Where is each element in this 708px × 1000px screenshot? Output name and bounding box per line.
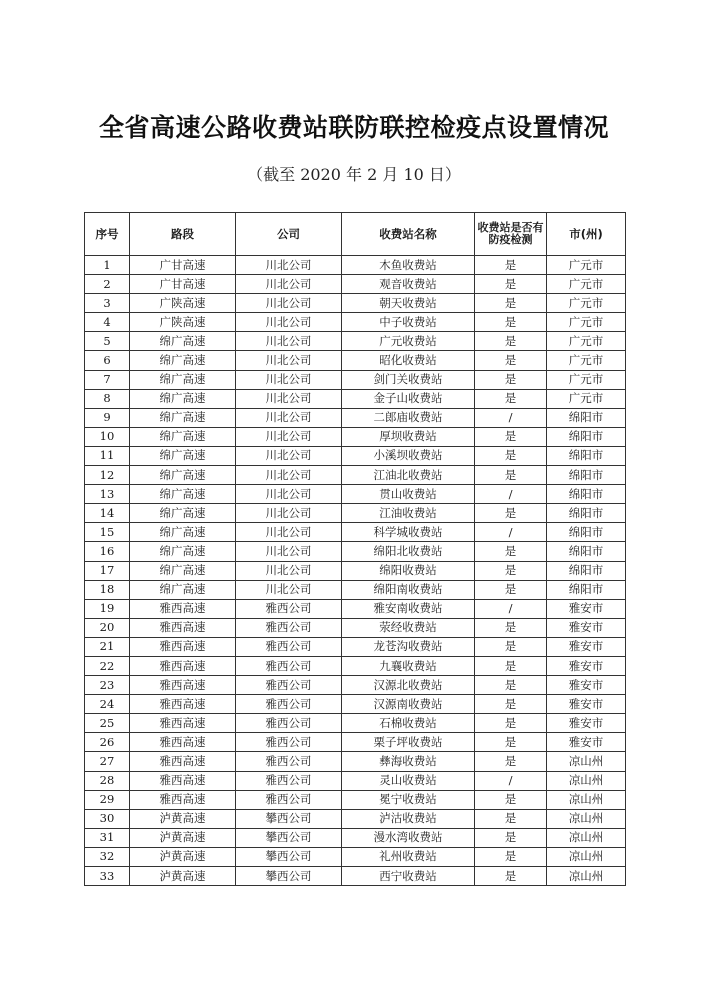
cell-checkpoint: 是 bbox=[475, 504, 547, 523]
cell-company: 川北公司 bbox=[236, 256, 342, 275]
cell-road: 绵广高速 bbox=[130, 580, 236, 599]
cell-road: 绵广高速 bbox=[130, 332, 236, 351]
table-row bbox=[85, 427, 626, 446]
cell-index: 25 bbox=[85, 714, 130, 733]
cell-company: 川北公司 bbox=[236, 580, 342, 599]
cell-checkpoint: 是 bbox=[475, 561, 547, 580]
cell-company: 攀西公司 bbox=[236, 809, 342, 828]
cell-index: 1 bbox=[85, 256, 130, 275]
cell-city: 绵阳市 bbox=[547, 485, 626, 504]
cell-city: 凉山州 bbox=[547, 771, 626, 790]
cell-index: 31 bbox=[85, 828, 130, 847]
header-station: 收费站名称 bbox=[342, 213, 475, 256]
cell-company: 川北公司 bbox=[236, 427, 342, 446]
table-row bbox=[85, 466, 626, 485]
table-row bbox=[85, 561, 626, 580]
cell-road: 雅西高速 bbox=[130, 637, 236, 656]
cell-station: 彝海收费站 bbox=[342, 752, 475, 771]
cell-company: 攀西公司 bbox=[236, 867, 342, 886]
cell-checkpoint: 是 bbox=[475, 733, 547, 752]
table-row bbox=[85, 752, 626, 771]
cell-company: 川北公司 bbox=[236, 485, 342, 504]
cell-road: 广甘高速 bbox=[130, 256, 236, 275]
cell-checkpoint: 是 bbox=[475, 809, 547, 828]
cell-company: 雅西公司 bbox=[236, 637, 342, 656]
cell-city: 凉山州 bbox=[547, 790, 626, 809]
cell-company: 雅西公司 bbox=[236, 752, 342, 771]
cell-station: 汉源北收费站 bbox=[342, 676, 475, 695]
cell-city: 绵阳市 bbox=[547, 408, 626, 427]
cell-station: 雅安南收费站 bbox=[342, 599, 475, 618]
cell-city: 广元市 bbox=[547, 389, 626, 408]
cell-company: 雅西公司 bbox=[236, 618, 342, 637]
cell-road: 雅西高速 bbox=[130, 714, 236, 733]
cell-company: 川北公司 bbox=[236, 523, 342, 542]
cell-checkpoint: 是 bbox=[475, 828, 547, 847]
cell-checkpoint: 是 bbox=[475, 275, 547, 294]
cell-road: 广陕高速 bbox=[130, 313, 236, 332]
cell-road: 绵广高速 bbox=[130, 370, 236, 389]
checkpoint-table bbox=[84, 212, 626, 886]
cell-index: 15 bbox=[85, 523, 130, 542]
cell-company: 雅西公司 bbox=[236, 790, 342, 809]
header-city: 市(州) bbox=[547, 213, 626, 256]
cell-checkpoint: / bbox=[475, 771, 547, 790]
table-row bbox=[85, 790, 626, 809]
cell-road: 雅西高速 bbox=[130, 618, 236, 637]
cell-company: 川北公司 bbox=[236, 408, 342, 427]
table-row bbox=[85, 351, 626, 370]
cell-road: 绵广高速 bbox=[130, 446, 236, 465]
document-title: 全省高速公路收费站联防联控检疫点设置情况 bbox=[98, 113, 609, 142]
cell-road: 雅西高速 bbox=[130, 752, 236, 771]
table-row bbox=[85, 370, 626, 389]
cell-station: 龙苍沟收费站 bbox=[342, 637, 475, 656]
cell-road: 绵广高速 bbox=[130, 466, 236, 485]
cell-checkpoint: / bbox=[475, 408, 547, 427]
cell-checkpoint: 是 bbox=[475, 332, 547, 351]
cell-index: 28 bbox=[85, 771, 130, 790]
cell-station: 朝天收费站 bbox=[342, 294, 475, 313]
cell-checkpoint: 是 bbox=[475, 466, 547, 485]
cell-index: 17 bbox=[85, 561, 130, 580]
cell-index: 19 bbox=[85, 599, 130, 618]
cell-city: 雅安市 bbox=[547, 656, 626, 675]
cell-station: 灵山收费站 bbox=[342, 771, 475, 790]
cell-station: 昭化收费站 bbox=[342, 351, 475, 370]
cell-company: 雅西公司 bbox=[236, 599, 342, 618]
cell-checkpoint: 是 bbox=[475, 790, 547, 809]
cell-index: 9 bbox=[85, 408, 130, 427]
cell-company: 雅西公司 bbox=[236, 714, 342, 733]
cell-company: 川北公司 bbox=[236, 561, 342, 580]
cell-station: 二郎庙收费站 bbox=[342, 408, 475, 427]
table-row bbox=[85, 637, 626, 656]
cell-index: 23 bbox=[85, 676, 130, 695]
cell-company: 川北公司 bbox=[236, 504, 342, 523]
cell-company: 川北公司 bbox=[236, 332, 342, 351]
cell-index: 14 bbox=[85, 504, 130, 523]
cell-road: 绵广高速 bbox=[130, 523, 236, 542]
cell-station: 绵阳北收费站 bbox=[342, 542, 475, 561]
cell-road: 雅西高速 bbox=[130, 695, 236, 714]
cell-checkpoint: 是 bbox=[475, 427, 547, 446]
cell-city: 雅安市 bbox=[547, 676, 626, 695]
cell-checkpoint: 是 bbox=[475, 714, 547, 733]
cell-index: 11 bbox=[85, 446, 130, 465]
cell-station: 荥经收费站 bbox=[342, 618, 475, 637]
cell-checkpoint: / bbox=[475, 599, 547, 618]
cell-company: 川北公司 bbox=[236, 294, 342, 313]
cell-index: 3 bbox=[85, 294, 130, 313]
cell-road: 雅西高速 bbox=[130, 790, 236, 809]
cell-city: 凉山州 bbox=[547, 752, 626, 771]
cell-checkpoint: 是 bbox=[475, 446, 547, 465]
table-row bbox=[85, 294, 626, 313]
cell-checkpoint: 是 bbox=[475, 637, 547, 656]
cell-station: 小溪坝收费站 bbox=[342, 446, 475, 465]
cell-road: 绵广高速 bbox=[130, 504, 236, 523]
cell-station: 绵阳南收费站 bbox=[342, 580, 475, 599]
table-row bbox=[85, 809, 626, 828]
cell-station: 贯山收费站 bbox=[342, 485, 475, 504]
cell-index: 7 bbox=[85, 370, 130, 389]
table-row bbox=[85, 828, 626, 847]
table-row bbox=[85, 504, 626, 523]
cell-station: 栗子坪收费站 bbox=[342, 733, 475, 752]
cell-road: 雅西高速 bbox=[130, 676, 236, 695]
table-row bbox=[85, 408, 626, 427]
cell-station: 广元收费站 bbox=[342, 332, 475, 351]
cell-city: 雅安市 bbox=[547, 733, 626, 752]
cell-checkpoint: / bbox=[475, 485, 547, 504]
header-index: 序号 bbox=[85, 213, 130, 256]
cell-station: 礼州收费站 bbox=[342, 847, 475, 866]
table-row bbox=[85, 695, 626, 714]
cell-station: 科学城收费站 bbox=[342, 523, 475, 542]
cell-checkpoint: 是 bbox=[475, 752, 547, 771]
table-row bbox=[85, 733, 626, 752]
table-header-row bbox=[85, 213, 626, 256]
cell-index: 12 bbox=[85, 466, 130, 485]
cell-company: 川北公司 bbox=[236, 351, 342, 370]
cell-road: 泸黄高速 bbox=[130, 828, 236, 847]
cell-checkpoint: 是 bbox=[475, 867, 547, 886]
cell-index: 26 bbox=[85, 733, 130, 752]
cell-index: 33 bbox=[85, 867, 130, 886]
cell-city: 广元市 bbox=[547, 294, 626, 313]
cell-city: 绵阳市 bbox=[547, 561, 626, 580]
cell-index: 27 bbox=[85, 752, 130, 771]
cell-station: 剑门关收费站 bbox=[342, 370, 475, 389]
cell-city: 广元市 bbox=[547, 256, 626, 275]
table-row bbox=[85, 313, 626, 332]
cell-checkpoint: 是 bbox=[475, 676, 547, 695]
cell-road: 绵广高速 bbox=[130, 408, 236, 427]
cell-city: 广元市 bbox=[547, 313, 626, 332]
table-body bbox=[85, 256, 626, 886]
table-row bbox=[85, 580, 626, 599]
cell-checkpoint: 是 bbox=[475, 389, 547, 408]
table-row bbox=[85, 256, 626, 275]
cell-index: 32 bbox=[85, 847, 130, 866]
cell-index: 2 bbox=[85, 275, 130, 294]
cell-city: 绵阳市 bbox=[547, 427, 626, 446]
cell-company: 川北公司 bbox=[236, 370, 342, 389]
cell-index: 8 bbox=[85, 389, 130, 408]
cell-road: 绵广高速 bbox=[130, 561, 236, 580]
cell-checkpoint: 是 bbox=[475, 313, 547, 332]
cell-station: 江油收费站 bbox=[342, 504, 475, 523]
cell-station: 泸沽收费站 bbox=[342, 809, 475, 828]
cell-road: 雅西高速 bbox=[130, 599, 236, 618]
cell-checkpoint: 是 bbox=[475, 542, 547, 561]
cell-station: 木鱼收费站 bbox=[342, 256, 475, 275]
cell-city: 广元市 bbox=[547, 275, 626, 294]
cell-city: 雅安市 bbox=[547, 599, 626, 618]
cell-checkpoint: 是 bbox=[475, 656, 547, 675]
table-row bbox=[85, 676, 626, 695]
cell-company: 川北公司 bbox=[236, 446, 342, 465]
cell-road: 绵广高速 bbox=[130, 351, 236, 370]
cell-road: 广陕高速 bbox=[130, 294, 236, 313]
table-row bbox=[85, 847, 626, 866]
cell-index: 29 bbox=[85, 790, 130, 809]
table-row bbox=[85, 618, 626, 637]
cell-station: 绵阳收费站 bbox=[342, 561, 475, 580]
cell-station: 西宁收费站 bbox=[342, 867, 475, 886]
cell-road: 绵广高速 bbox=[130, 485, 236, 504]
document-subtitle: （截至 2020 年 2 月 10 日） bbox=[247, 165, 461, 184]
cell-checkpoint: 是 bbox=[475, 256, 547, 275]
cell-city: 雅安市 bbox=[547, 637, 626, 656]
table-row bbox=[85, 332, 626, 351]
cell-city: 雅安市 bbox=[547, 714, 626, 733]
cell-road: 雅西高速 bbox=[130, 656, 236, 675]
cell-index: 22 bbox=[85, 656, 130, 675]
cell-city: 雅安市 bbox=[547, 618, 626, 637]
cell-index: 5 bbox=[85, 332, 130, 351]
cell-city: 广元市 bbox=[547, 351, 626, 370]
cell-city: 广元市 bbox=[547, 370, 626, 389]
cell-city: 凉山州 bbox=[547, 847, 626, 866]
cell-city: 绵阳市 bbox=[547, 504, 626, 523]
cell-city: 绵阳市 bbox=[547, 542, 626, 561]
cell-company: 雅西公司 bbox=[236, 733, 342, 752]
cell-road: 绵广高速 bbox=[130, 389, 236, 408]
cell-checkpoint: 是 bbox=[475, 580, 547, 599]
cell-station: 厚坝收费站 bbox=[342, 427, 475, 446]
cell-company: 川北公司 bbox=[236, 389, 342, 408]
table-row bbox=[85, 523, 626, 542]
cell-city: 雅安市 bbox=[547, 695, 626, 714]
table-row bbox=[85, 599, 626, 618]
cell-city: 绵阳市 bbox=[547, 466, 626, 485]
cell-city: 广元市 bbox=[547, 332, 626, 351]
cell-road: 泸黄高速 bbox=[130, 867, 236, 886]
cell-company: 雅西公司 bbox=[236, 676, 342, 695]
cell-checkpoint: 是 bbox=[475, 695, 547, 714]
cell-checkpoint: 是 bbox=[475, 370, 547, 389]
table-row bbox=[85, 542, 626, 561]
cell-station: 冕宁收费站 bbox=[342, 790, 475, 809]
cell-road: 泸黄高速 bbox=[130, 847, 236, 866]
table-row bbox=[85, 389, 626, 408]
table-row bbox=[85, 446, 626, 465]
cell-station: 石棉收费站 bbox=[342, 714, 475, 733]
header-checkpoint: 收费站是否有防疫检测 bbox=[475, 213, 547, 256]
cell-road: 绵广高速 bbox=[130, 542, 236, 561]
header-company: 公司 bbox=[236, 213, 342, 256]
cell-company: 雅西公司 bbox=[236, 771, 342, 790]
header-road: 路段 bbox=[130, 213, 236, 256]
cell-city: 绵阳市 bbox=[547, 446, 626, 465]
cell-station: 中子收费站 bbox=[342, 313, 475, 332]
cell-city: 凉山州 bbox=[547, 867, 626, 886]
cell-company: 攀西公司 bbox=[236, 847, 342, 866]
cell-station: 漫水湾收费站 bbox=[342, 828, 475, 847]
cell-index: 16 bbox=[85, 542, 130, 561]
cell-road: 雅西高速 bbox=[130, 771, 236, 790]
table-row bbox=[85, 275, 626, 294]
cell-index: 21 bbox=[85, 637, 130, 656]
cell-road: 雅西高速 bbox=[130, 733, 236, 752]
table-row bbox=[85, 771, 626, 790]
table-row bbox=[85, 714, 626, 733]
cell-station: 九襄收费站 bbox=[342, 656, 475, 675]
cell-index: 18 bbox=[85, 580, 130, 599]
cell-company: 雅西公司 bbox=[236, 656, 342, 675]
table-row bbox=[85, 485, 626, 504]
cell-company: 川北公司 bbox=[236, 542, 342, 561]
cell-checkpoint: 是 bbox=[475, 618, 547, 637]
cell-index: 13 bbox=[85, 485, 130, 504]
cell-checkpoint: 是 bbox=[475, 294, 547, 313]
cell-index: 6 bbox=[85, 351, 130, 370]
cell-checkpoint: 是 bbox=[475, 847, 547, 866]
cell-checkpoint: 是 bbox=[475, 351, 547, 370]
cell-company: 雅西公司 bbox=[236, 695, 342, 714]
cell-company: 川北公司 bbox=[236, 275, 342, 294]
table-row bbox=[85, 656, 626, 675]
cell-company: 川北公司 bbox=[236, 313, 342, 332]
cell-index: 4 bbox=[85, 313, 130, 332]
cell-road: 泸黄高速 bbox=[130, 809, 236, 828]
cell-company: 攀西公司 bbox=[236, 828, 342, 847]
cell-city: 凉山州 bbox=[547, 809, 626, 828]
cell-station: 金子山收费站 bbox=[342, 389, 475, 408]
cell-company: 川北公司 bbox=[236, 466, 342, 485]
cell-road: 绵广高速 bbox=[130, 427, 236, 446]
cell-station: 江油北收费站 bbox=[342, 466, 475, 485]
cell-index: 30 bbox=[85, 809, 130, 828]
cell-index: 20 bbox=[85, 618, 130, 637]
cell-station: 观音收费站 bbox=[342, 275, 475, 294]
cell-city: 凉山州 bbox=[547, 828, 626, 847]
table-row bbox=[85, 867, 626, 886]
cell-city: 绵阳市 bbox=[547, 523, 626, 542]
cell-index: 24 bbox=[85, 695, 130, 714]
cell-checkpoint: / bbox=[475, 523, 547, 542]
cell-index: 10 bbox=[85, 427, 130, 446]
cell-city: 绵阳市 bbox=[547, 580, 626, 599]
cell-station: 汉源南收费站 bbox=[342, 695, 475, 714]
cell-road: 广甘高速 bbox=[130, 275, 236, 294]
